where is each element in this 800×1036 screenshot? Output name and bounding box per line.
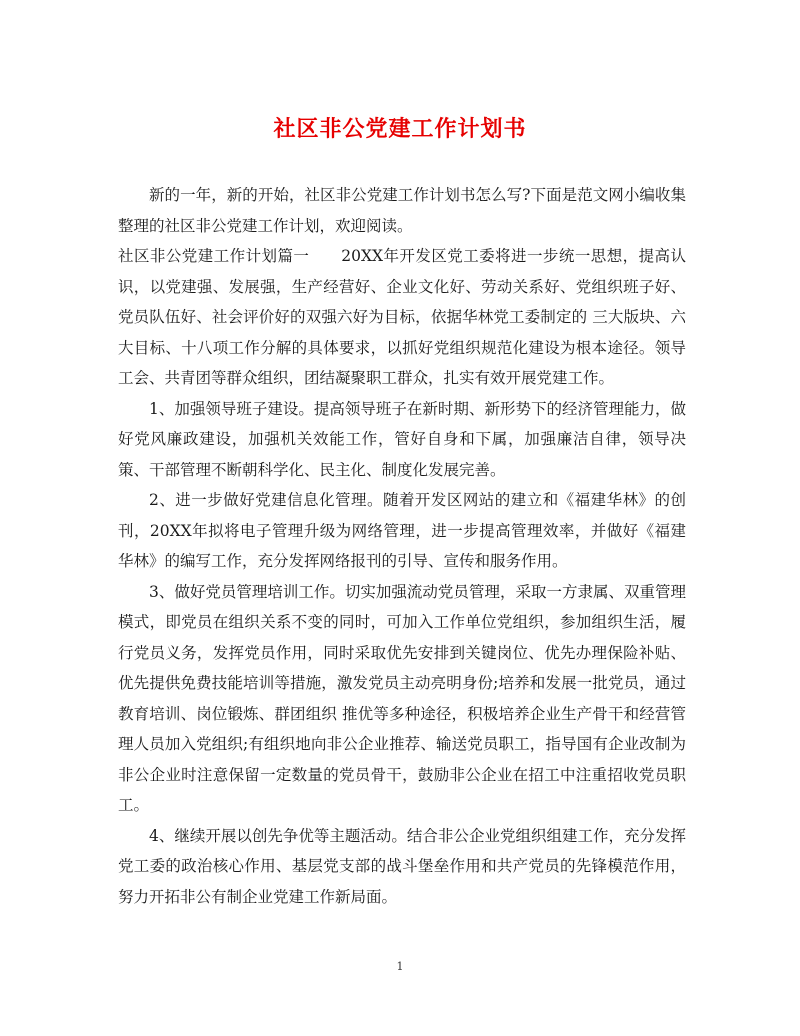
plan-item-1-paragraph: 1、加强领导班子建设。提高领导班子在新时期、新形势下的经济管理能力，做好党风廉政建设，加强机关效能工作，管好自身和下属，加强廉洁自律，领导决策、干部管理不断朝科学化、民主化、制度化发展完善。 [118, 399, 686, 479]
document-body [118, 180, 686, 912]
plan-item-2-paragraph: 2、进一步做好党建信息化管理。随着开发区网站的建立和《福建华林》的创刊，20XX年拟将电子管理升级为网络管理，进一步提高管理效率，并做好《福建华林》的编写工作，充分发挥网络报刊的引导、宣传和服务作用。 [118, 491, 686, 570]
plan-item-3-paragraph: 3、做好党员管理培训工作。切实加强流动党员管理，采取一方隶属、双重管理模式，即党员在组织关系不变的同时，可加入工作单位党组织，参加组织生活，履行党员义务，发挥党员作用，同时采取优先安排到关键岗位、优先办理保险补贴、优先提供免费技能培训等措施，激发党员主动亮明身份;培养和发展一批党员，通过教育培训、岗位锻炼、群团组织 推优等多种途径，积极培养企业生产骨干和经营管理人员加入党组织;有组织地向非公企业推荐、输送党员职工，指导国有企业改制为非公企业时注意保留一定数量的党员骨干，鼓励非公企业在招工中注重招收党员职工。 [118, 582, 686, 814]
intro-paragraph: 新的一年，新的开始，社区非公党建工作计划书怎么写?下面是范文网小编收集整理的社区非公党建工作计划，欢迎阅读。 [118, 186, 686, 235]
plan-overview-paragraph: 社区非公党建工作计划篇一 20XX年开发区党工委将进一步统一思想，提高认识，以党建强、发展强，生产经营好、企业文化好、劳动关系好、党组织班子好、党员队伍好、社会评价好的双强六好为目标，依据华林党工委制定的 三大版块、六大目标、十八项工作分解的具体要求，以抓好党组织规范化建设为根本途径。领导工会、共青团等群众组织，团结凝聚职工群众，扎实有效开展党建工作。 [118, 247, 686, 387]
page-title: 社区非公党建工作计划书 [273, 116, 527, 142]
plan-item-4-paragraph: 4、继续开展以创先争优等主题活动。结合非公企业党组织组建工作，充分发挥党工委的政治核心作用、基层党支部的战斗堡垒作用和共产党员的先锋模范作用，努力开拓非公有制企业党建工作新局面。 [118, 826, 686, 906]
page-number: 1 [396, 960, 404, 973]
